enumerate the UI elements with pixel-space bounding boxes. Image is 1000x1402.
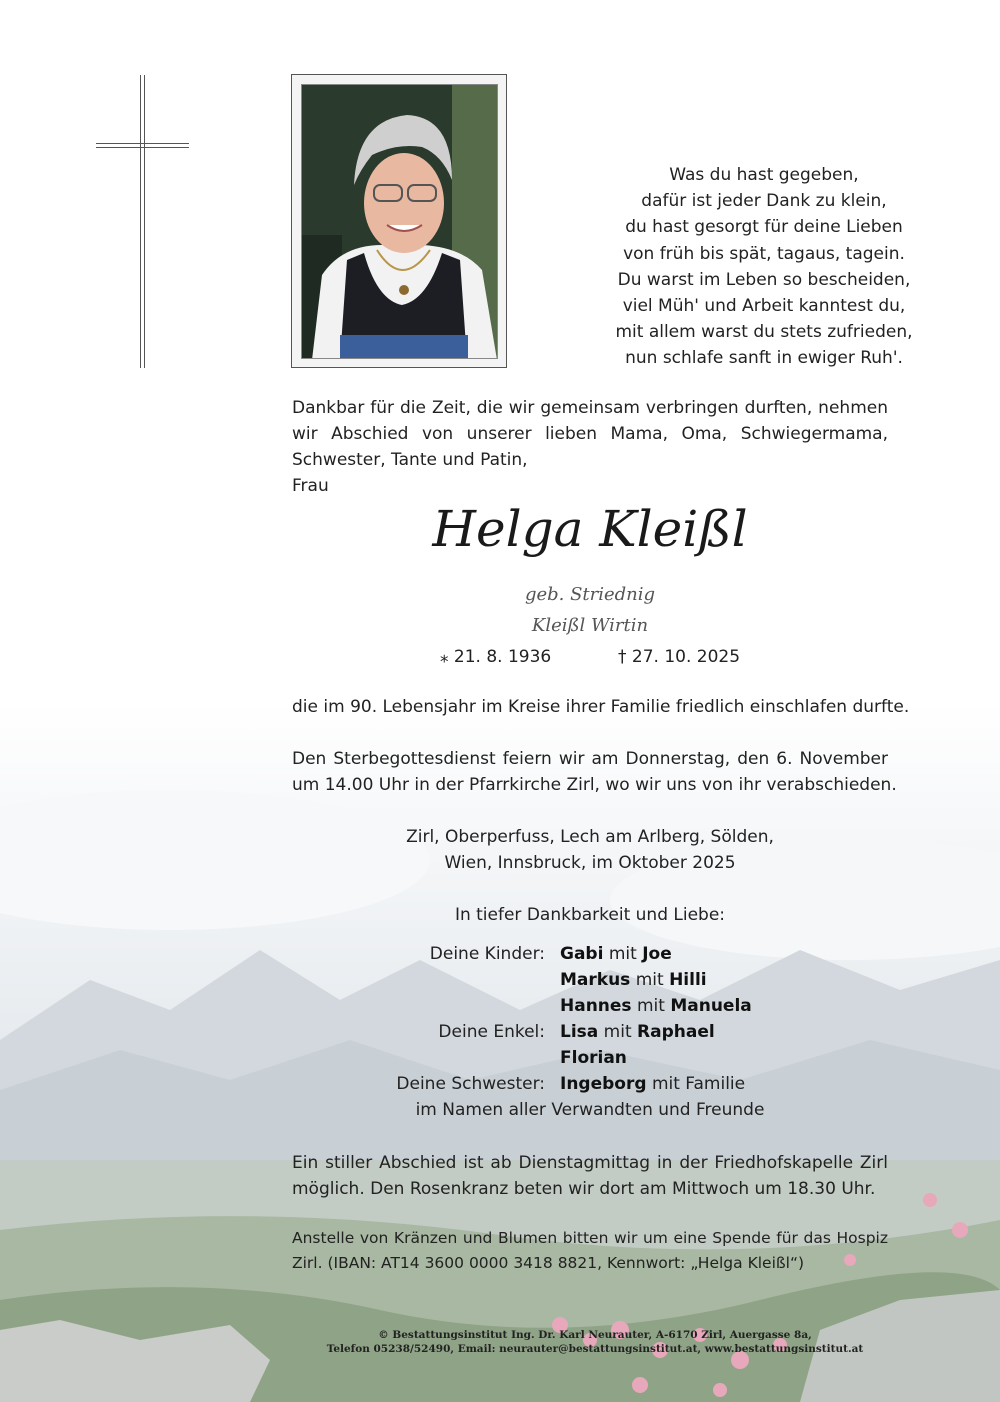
connector: mit bbox=[603, 1022, 632, 1042]
passing-text bbox=[292, 694, 910, 720]
passing-line: die im 90. Lebensjahr im Kreise ihrer Familie friedlich einschlafen durfte. bbox=[292, 697, 910, 717]
service-paragraph bbox=[292, 746, 897, 798]
poem-line: nun schlafe sanft in ewiger Ruh'. bbox=[625, 348, 903, 369]
gratitude-line: In tiefer Dankbarkeit und Liebe: bbox=[454, 905, 726, 925]
places-line: Wien, Innsbruck, im Oktober 2025 bbox=[444, 853, 736, 873]
family-member: Hannes bbox=[560, 996, 632, 1016]
family-member: Hilli bbox=[669, 970, 707, 990]
farewell-paragraph bbox=[292, 1150, 888, 1202]
family-member: Ingeborg bbox=[560, 1074, 647, 1094]
family-member: Manuela bbox=[670, 996, 752, 1016]
family-member: Florian bbox=[560, 1048, 627, 1068]
poem-line: Was du hast gegeben, bbox=[669, 165, 859, 185]
poem-line: dafür ist jeder Dank zu klein, bbox=[641, 191, 887, 212]
intro-line: wir Abschied von unserer lieben Mama, Oma, Schwiegermama, bbox=[292, 424, 888, 444]
portrait-photo bbox=[301, 84, 498, 359]
relatives-line: im Namen aller Verwandten und Freunde bbox=[415, 1100, 765, 1120]
maiden-name: geb. Striednig bbox=[524, 584, 656, 605]
connector: mit bbox=[635, 970, 664, 990]
donation-line: Zirl. (IBAN: AT14 3600 0000 3418 8821, Kennwort: „Helga Kleißl“) bbox=[292, 1254, 805, 1272]
intro-line: Dankbar für die Zeit, die wir gemeinsam verbringen durften, nehmen bbox=[292, 398, 888, 418]
intro-line: Schwester, Tante und Patin, bbox=[292, 450, 528, 470]
footer-line: Telefon 05238/52490, Email: neurauter@bestattungsinstitut.at, www.bestattungsinstitut.at bbox=[326, 1343, 864, 1355]
children-label: Deine Kinder: bbox=[429, 944, 545, 964]
nickname: Kleißl Wirtin bbox=[531, 615, 649, 636]
family-member: Lisa bbox=[560, 1022, 599, 1042]
intro-paragraph bbox=[292, 395, 888, 499]
farewell-line: möglich. Den Rosenkranz beten wir dort am Mittwoch um 18.30 Uhr. bbox=[292, 1179, 876, 1199]
family-member: Raphael bbox=[637, 1022, 715, 1042]
death-date: † 27. 10. 2025 bbox=[618, 647, 741, 667]
service-line: Den Sterbegottesdienst feiern wir am Donnerstag, den 6. November bbox=[292, 749, 888, 769]
places-line: Zirl, Oberperfuss, Lech am Arlberg, Sölden, bbox=[406, 827, 774, 847]
poem-line: mit allem warst du stets zufrieden, bbox=[615, 322, 913, 343]
footer-line: © Bestattungsinstitut Ing. Dr. Karl Neurauter, A-6170 Zirl, Auergasse 8a, bbox=[378, 1329, 812, 1341]
connector: mit bbox=[636, 996, 665, 1016]
sister-suffix: mit Familie bbox=[651, 1074, 746, 1094]
family-member: Markus bbox=[560, 970, 631, 990]
memorial-poem bbox=[560, 162, 968, 372]
family-member: Gabi bbox=[560, 944, 604, 964]
grandchildren-label: Deine Enkel: bbox=[438, 1022, 545, 1042]
connector: mit bbox=[608, 944, 637, 964]
birth-date: ⁎ 21. 8. 1936 bbox=[440, 647, 552, 667]
intro-line: Frau bbox=[292, 476, 329, 496]
funeral-home-footer bbox=[290, 1328, 900, 1356]
family-member: Joe bbox=[642, 944, 672, 964]
places-block bbox=[292, 824, 888, 876]
poem-line: du hast gesorgt für deine Lieben bbox=[625, 217, 903, 238]
donation-line: Anstelle von Kränzen und Blumen bitten wir um eine Spende für das Hospiz bbox=[292, 1229, 888, 1247]
sister-label: Deine Schwester: bbox=[396, 1074, 545, 1094]
poem-line: viel Müh' und Arbeit kanntest du, bbox=[622, 296, 906, 317]
poem-line: Du warst im Leben so bescheiden, bbox=[617, 269, 911, 290]
poem-line: von früh bis spät, tagaus, tagein. bbox=[623, 243, 905, 264]
farewell-line: Ein stiller Abschied ist ab Dienstagmittag in der Friedhofskapelle Zirl bbox=[292, 1153, 888, 1173]
portrait-photo-frame bbox=[291, 74, 507, 368]
deceased-name: Helga Kleißl bbox=[432, 500, 748, 558]
donation-paragraph bbox=[292, 1226, 888, 1276]
cross-icon bbox=[0, 0, 200, 380]
service-line: um 14.00 Uhr in der Pfarrkirche Zirl, wo wir uns von ihr verabschieden. bbox=[292, 775, 897, 795]
